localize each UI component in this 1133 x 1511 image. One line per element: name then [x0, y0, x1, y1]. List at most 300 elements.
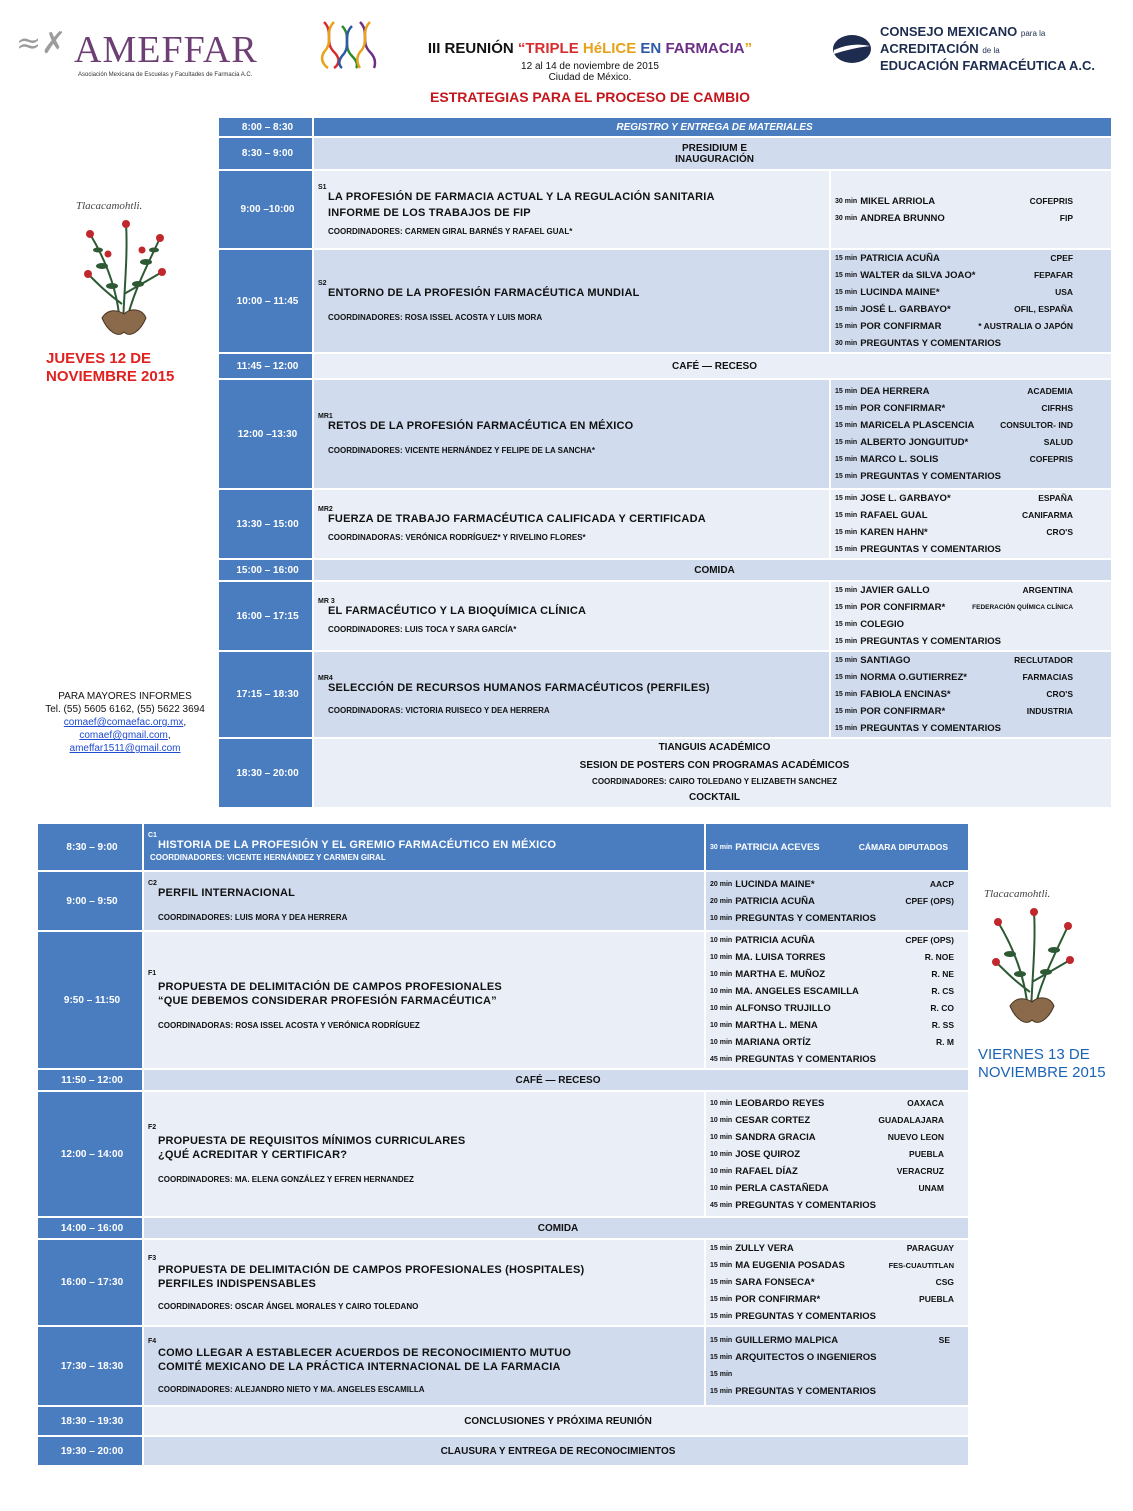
speaker-row: [710, 1051, 968, 1068]
speaker-minutes: 15 min: [835, 674, 858, 681]
speaker-row: [710, 983, 968, 1000]
table-row: [218, 651, 1112, 738]
speaker-name: PREGUNTAS Y COMENTARIOS: [735, 1386, 876, 1397]
speaker-row: [835, 335, 1111, 352]
speaker-name: JAVIER GALLO: [860, 585, 930, 596]
session-cell: [313, 489, 830, 559]
speakers-cell: [830, 581, 1112, 651]
session-cell: COMIDA: [143, 1217, 969, 1239]
speaker-institution: COFEPRIS: [1029, 195, 1074, 206]
session-line: TIANGUIS ACADÉMICO: [658, 742, 771, 753]
table-row: [37, 1406, 969, 1436]
speakers-cell: [705, 1239, 969, 1326]
session-cell: [313, 651, 830, 738]
dna-helix-icon: [320, 18, 380, 70]
session-title: ¿QUÉ ACREDITAR Y CERTIFICAR?: [158, 1149, 348, 1161]
session-code: F2: [148, 1124, 157, 1131]
speaker-row: [835, 541, 1111, 558]
speaker-institution: ARGENTINA: [1022, 585, 1074, 595]
session-title: “QUE DEBEMOS CONSIDERAR PROFESIÓN FARMACÉUTICA”: [158, 995, 497, 1007]
comaef-line1: CONSEJO MEXICANO: [880, 24, 1018, 39]
session-code: C1: [148, 832, 157, 839]
speaker-minutes: 10 min: [710, 1133, 733, 1141]
speaker-minutes: 10 min: [710, 954, 733, 961]
table-row: [37, 871, 969, 931]
speaker-minutes: 15 min: [835, 456, 858, 463]
session-title: COMO LLEGAR A ESTABLECER ACUERDOS DE RECONOCIMIENTO MUTUO: [158, 1347, 572, 1359]
speaker-row: [835, 318, 1111, 335]
table-row: [218, 137, 1112, 170]
table-row: [37, 1217, 969, 1239]
time-cell: 18:30 – 19:30: [37, 1406, 143, 1436]
session-cell: [313, 379, 830, 489]
time-cell: 16:00 – 17:15: [218, 581, 313, 651]
session-title: PERFIL INTERNACIONAL: [158, 887, 296, 899]
session-code: S1: [318, 183, 327, 191]
speaker-minutes: 15 min: [835, 691, 858, 698]
day2-line2: NOVIEMBRE 2015: [978, 1064, 1106, 1081]
speaker-row: [710, 966, 968, 983]
session-code: MR2: [318, 506, 333, 513]
speaker-minutes: 10 min: [710, 937, 733, 944]
speaker-institution: SE: [938, 1335, 950, 1345]
comaef-logo: [832, 22, 1095, 73]
speaker-row: [835, 400, 1111, 417]
speaker-minutes: 10 min: [710, 914, 733, 922]
speaker-name: PREGUNTAS Y COMENTARIOS: [735, 912, 876, 924]
session-cell: [313, 249, 830, 353]
time-cell: 9:50 – 11:50: [37, 931, 143, 1069]
time-cell: 12:00 – 14:00: [37, 1091, 143, 1217]
speaker-minutes: 15 min: [835, 323, 858, 330]
title-quote-close: ”: [744, 40, 753, 57]
session-coordinators: COORDINADORES: CAIRO TOLEDANO Y ELIZABETH SANCHEZ: [592, 777, 837, 786]
flower-icon: [68, 214, 178, 344]
speaker-name: RAFAEL GUAL: [860, 510, 928, 521]
time-cell: 8:30 – 9:00: [37, 823, 143, 871]
time-cell: 9:00 –10:00: [218, 170, 313, 249]
time-cell: 19:30 – 20:00: [37, 1436, 143, 1466]
speaker-row: [710, 1000, 968, 1017]
speaker-row: [710, 1095, 968, 1112]
speaker-row: [835, 703, 1111, 720]
speakers-cell: [705, 1091, 969, 1217]
speaker-institution: R. CO: [930, 1003, 954, 1013]
comaef-line2: ACREDITACIÓN: [880, 41, 979, 56]
speaker-institution: SALUD: [1043, 437, 1074, 447]
day1-label: [46, 350, 174, 386]
speaker-minutes: 15 min: [835, 621, 858, 628]
speaker-name: PATRICIA ACEVES: [735, 841, 820, 853]
speaker-row: [835, 507, 1111, 524]
speakers-cell: [705, 871, 969, 931]
session-title: FUERZA DE TRABAJO FARMACÉUTICA CALIFICADA Y CERTIFICADA: [328, 513, 706, 525]
speakers-cell: [830, 651, 1112, 738]
email-link-3[interactable]: ameffar1511@gmail.com: [69, 743, 181, 754]
speaker-institution: CIFRHS: [1041, 403, 1074, 413]
speaker-row: [710, 1129, 968, 1146]
speaker-row: [835, 720, 1111, 737]
contact-info: PARA MAYORES INFORMES Tel. (55) 5605 6162, (55) 5622 3694 comaef@comaefac.org.mx, comaef@gmail.com, ameffar1511@gmail.com: [30, 690, 220, 755]
speaker-minutes: 10 min: [710, 1116, 733, 1124]
speaker-name: GUILLERMO MALPICA: [735, 1335, 839, 1346]
speaker-minutes: 15 min: [710, 1337, 733, 1344]
session-title: RETOS DE LA PROFESIÓN FARMACÉUTICA EN MÉXICO: [328, 420, 634, 432]
speaker-institution: R. NOE: [924, 952, 954, 962]
title-quote-open: “: [517, 40, 526, 57]
session-line: COCKTAIL: [689, 792, 740, 803]
session-cell: [143, 871, 705, 931]
speaker-institution: OAXACA: [907, 1097, 944, 1108]
speaker-name: MARTHA E. MUÑOZ: [735, 969, 826, 980]
event-header: [380, 40, 800, 105]
speaker-row: [835, 434, 1111, 451]
speaker-name: PREGUNTAS Y COMENTARIOS: [735, 1199, 876, 1211]
table-row: [218, 249, 1112, 353]
speaker-row: [710, 876, 968, 893]
speaker-row: [710, 949, 968, 966]
speaker-name: MA EUGENIA POSADAS: [735, 1260, 845, 1271]
speaker-name: COLEGIO: [860, 619, 904, 630]
speaker-name: LUCINDA MAINE*: [735, 878, 815, 890]
email-link-2[interactable]: comaef@gmail.com: [79, 730, 168, 741]
speaker-name: MARTHA L. MENA: [735, 1020, 818, 1031]
speakers-cell: [705, 931, 969, 1069]
speaker-name: POR CONFIRMAR*: [860, 602, 946, 613]
speaker-row: [710, 1274, 968, 1291]
time-cell: 17:30 – 18:30: [37, 1326, 143, 1406]
email-link-1[interactable]: comaef@comaefac.org.mx: [63, 717, 184, 728]
time-cell: 17:15 – 18:30: [218, 651, 313, 738]
speaker-institution: CONSULTOR- IND: [1000, 420, 1074, 430]
speaker-name: MARICELA PLASCENCIA: [860, 420, 975, 431]
table-row: [218, 170, 1112, 249]
speaker-name: POR CONFIRMAR: [860, 321, 942, 332]
speaker-row: [835, 383, 1111, 400]
session-line: SESION DE POSTERS CON PROGRAMAS ACADÉMICOS: [579, 760, 850, 771]
comaef-line2-small: de la: [982, 46, 1000, 55]
speaker-name: PERLA CASTAÑEDA: [735, 1182, 829, 1194]
speaker-row: [710, 1332, 968, 1349]
speaker-name: ANDREA BRUNNO: [860, 212, 945, 224]
speaker-row: [710, 1163, 968, 1180]
speaker-minutes: 15 min: [835, 306, 858, 313]
speaker-row: [710, 1197, 968, 1214]
session-coordinators: COORDINADORES: ROSA ISSEL ACOSTA Y LUIS MORA: [328, 313, 543, 322]
speaker-row: [835, 633, 1111, 650]
speaker-name: KAREN HAHN*: [860, 527, 928, 538]
speaker-name: ALFONSO TRUJILLO: [735, 1003, 831, 1014]
speaker-minutes: 30 min: [835, 197, 858, 205]
session-cell: [143, 823, 705, 871]
speaker-row: [835, 210, 1111, 227]
session-cell: [143, 931, 705, 1069]
event-title: [380, 40, 800, 57]
speaker-minutes: 10 min: [710, 1099, 733, 1107]
speaker-minutes: 15 min: [835, 587, 858, 594]
time-cell: 15:00 – 16:00: [218, 559, 313, 581]
speaker-institution: CRO'S: [1046, 527, 1074, 537]
speakers-cell: [830, 170, 1112, 249]
ameffar-mark-icon: ≈✗: [16, 26, 67, 61]
speaker-name: SANTIAGO: [860, 655, 911, 666]
session-coordinators: COORDINADORES: VICENTE HERNÁNDEZ Y FELIPE DE LA SANCHA*: [328, 446, 595, 455]
speaker-row: [835, 582, 1111, 599]
speaker-minutes: 10 min: [710, 1184, 733, 1192]
time-cell: 12:00 –13:30: [218, 379, 313, 489]
speaker-minutes: 15 min: [710, 1371, 733, 1378]
speaker-minutes: 15 min: [710, 1245, 733, 1252]
speaker-row: [835, 616, 1111, 633]
speaker-minutes: 20 min: [710, 897, 733, 905]
speakers-cell: [705, 823, 969, 871]
speaker-minutes: 10 min: [710, 1167, 733, 1175]
session-title: HISTORIA DE LA PROFESIÓN Y EL GREMIO FARMACÉUTICO EN MÉXICO: [158, 839, 557, 851]
speaker-name: PREGUNTAS Y COMENTARIOS: [860, 636, 1001, 647]
speaker-name: SARA FONSECA*: [735, 1277, 815, 1288]
session-code: MR4: [318, 674, 333, 682]
speaker-minutes: 20 min: [710, 880, 733, 888]
speaker-institution: CPEF (OPS): [905, 935, 954, 945]
speaker-minutes: 15 min: [835, 289, 858, 296]
session-code: MR 3: [318, 598, 335, 605]
comaef-line3: EDUCACIÓN FARMACÉUTICA A.C.: [880, 58, 1095, 73]
speaker-institution: R. SS: [931, 1020, 954, 1030]
speaker-name: PREGUNTAS Y COMENTARIOS: [735, 1054, 876, 1065]
speaker-row: [835, 686, 1111, 703]
time-cell: 8:00 – 8:30: [218, 117, 313, 137]
speaker-row: [835, 524, 1111, 541]
speaker-institution: GUADALAJARA: [878, 1114, 944, 1125]
speaker-name: NORMA O.GUTIERREZ*: [860, 672, 967, 683]
session-cell: [313, 738, 1112, 808]
speaker-institution: CSG: [935, 1277, 954, 1287]
session-title: SELECCIÓN DE RECURSOS HUMANOS FARMACÉUTICOS (PERFILES): [328, 681, 710, 694]
schedule-thursday: [217, 116, 1113, 809]
speaker-row: [835, 250, 1111, 267]
session-coordinators: COORDINADORES: CARMEN GIRAL BARNÉS Y RAFAEL GUAL*: [328, 226, 573, 236]
session-line: PRESIDIUM E: [682, 142, 748, 154]
table-row: [37, 1436, 969, 1466]
event-subtitle: ESTRATEGIAS PARA EL PROCESO DE CAMBIO: [430, 89, 750, 105]
speaker-name: MIKEL ARRIOLA: [860, 195, 936, 207]
speaker-institution: PUEBLA: [919, 1294, 954, 1304]
speaker-row: [710, 1308, 968, 1325]
session-line: INAUGURACIÓN: [675, 153, 754, 165]
session-coordinators: COORDINADORES: VICENTE HERNÁNDEZ Y CARMEN GIRAL: [150, 853, 386, 862]
ameffar-subtitle: Asociación Mexicana de Escuelas y Facultades de Farmacia A.C.: [78, 72, 253, 78]
speaker-minutes: 15 min: [835, 473, 858, 480]
plant-illustration-left: [68, 200, 178, 340]
speaker-row: [710, 893, 968, 910]
speaker-row: [710, 1257, 968, 1274]
time-cell: 11:50 – 12:00: [37, 1069, 143, 1091]
table-row: [218, 353, 1112, 379]
session-title: PROPUESTA DE REQUISITOS MÍNIMOS CURRICULARES: [158, 1135, 466, 1147]
speaker-minutes: 15 min: [710, 1388, 733, 1395]
speaker-minutes: 10 min: [710, 1150, 733, 1158]
speaker-name: WALTER da SILVA JOAO*: [860, 270, 976, 281]
speaker-minutes: 10 min: [710, 971, 733, 978]
session-cell: CAFÉ — RECESO: [313, 353, 1112, 379]
speaker-minutes: 30 min: [835, 214, 858, 222]
speaker-institution: R. M: [936, 1037, 954, 1047]
speaker-institution: CÁMARA DIPUTADOS: [858, 841, 948, 852]
speaker-row: [710, 1383, 968, 1400]
speaker-institution: CPEF (OPS): [905, 895, 954, 906]
session-cell: CONCLUSIONES Y PRÓXIMA REUNIÓN: [143, 1406, 969, 1436]
contact-phone: Tel. (55) 5605 6162, (55) 5622 3694: [45, 704, 205, 715]
speaker-institution: R. CS: [931, 986, 954, 996]
speakers-cell: [830, 249, 1112, 353]
speaker-name: POR CONFIRMAR*: [735, 1294, 821, 1305]
speaker-institution: RECLUTADOR: [1014, 655, 1074, 665]
time-cell: 18:30 – 20:00: [218, 738, 313, 808]
speaker-row: [835, 417, 1111, 434]
speaker-institution: AACP: [929, 878, 954, 889]
speaker-institution: CANIFARMA: [1022, 510, 1074, 520]
time-cell: 11:45 – 12:00: [218, 353, 313, 379]
speaker-row: [710, 1366, 968, 1383]
speaker-minutes: 15 min: [710, 1296, 733, 1303]
speaker-name: MA. LUISA TORRES: [735, 952, 826, 963]
schedule-friday: [36, 822, 970, 1467]
speaker-row: [710, 839, 968, 856]
speaker-minutes: 15 min: [710, 1313, 733, 1320]
speakers-cell: [705, 1326, 969, 1406]
speaker-institution: PARAGUAY: [906, 1243, 954, 1253]
session-cell: [313, 137, 1112, 170]
speaker-name: JOSÉ L. GARBAYO*: [860, 304, 951, 315]
speaker-name: PREGUNTAS Y COMENTARIOS: [860, 544, 1001, 555]
speaker-minutes: 15 min: [710, 1279, 733, 1286]
session-title: COMITÉ MEXICANO DE LA PRÁCTICA INTERNACIONAL DE LA FARMACIA: [158, 1361, 561, 1373]
speaker-minutes: 15 min: [835, 546, 858, 553]
plant-illustration-right: [976, 888, 1086, 1028]
speaker-minutes: 15 min: [835, 255, 858, 262]
session-title: ENTORNO DE LA PROFESIÓN FARMACÉUTICA MUNDIAL: [328, 287, 640, 299]
session-cell: [143, 1091, 705, 1217]
table-row: [37, 823, 969, 871]
comaef-line1-small: para la: [1020, 29, 1046, 38]
comaef-name: [880, 24, 1095, 73]
flower-icon: [976, 902, 1086, 1032]
title-word-helice: HéLICE: [582, 40, 637, 57]
speaker-minutes: 10 min: [710, 1005, 733, 1012]
speaker-row: [710, 932, 968, 949]
session-title: INFORME DE LOS TRABAJOS DE FIP: [328, 206, 531, 219]
speaker-minutes: 15 min: [835, 405, 858, 412]
session-coordinators: COORDINADORES: ALEJANDRO NIETO Y MA. ANGELES ESCAMILLA: [158, 1385, 425, 1394]
speaker-row: [710, 1349, 968, 1366]
session-cell: [313, 581, 830, 651]
speaker-institution: PUEBLA: [909, 1148, 944, 1159]
session-cell: REGISTRO Y ENTREGA DE MATERIALES: [313, 117, 1112, 137]
session-coordinators: COORDINADORES: OSCAR ÁNGEL MORALES Y CAIRO TOLEDANO: [158, 1301, 419, 1311]
speaker-name: LUCINDA MAINE*: [860, 287, 940, 298]
speaker-minutes: 45 min: [710, 1056, 733, 1063]
table-row: [218, 117, 1112, 137]
speaker-name: JOSE L. GARBAYO*: [860, 493, 951, 504]
session-title: LA PROFESIÓN DE FARMACIA ACTUAL Y LA REGULACIÓN SANITARIA: [328, 190, 715, 203]
speaker-minutes: 15 min: [835, 495, 858, 502]
speakers-cell: [830, 489, 1112, 559]
day2-label: [978, 1046, 1106, 1082]
speaker-name: PATRICIA ACUÑA: [860, 253, 940, 264]
session-code: C2: [148, 880, 157, 887]
session-code: MR1: [318, 413, 333, 420]
speaker-institution: ESPAÑA: [1038, 493, 1074, 503]
speaker-institution: UNAM: [918, 1182, 944, 1193]
session-code: F4: [148, 1338, 157, 1345]
speaker-name: POR CONFIRMAR*: [860, 403, 946, 414]
speaker-minutes: 10 min: [710, 988, 733, 995]
table-row: [37, 1326, 969, 1406]
speaker-name: CESAR CORTEZ: [735, 1114, 811, 1126]
speaker-row: [710, 910, 968, 927]
title-word-triple: TRIPLE: [525, 40, 579, 57]
speaker-row: [835, 652, 1111, 669]
speaker-institution: FIP: [1059, 212, 1074, 223]
session-cell: CAFÉ — RECESO: [143, 1069, 969, 1091]
table-row: [218, 489, 1112, 559]
speaker-institution: * AUSTRALIA O JAPÓN: [978, 321, 1074, 331]
speakers-cell: [830, 379, 1112, 489]
speaker-name: MARIANA ORTÍZ: [735, 1037, 811, 1048]
speaker-minutes: 15 min: [835, 529, 858, 536]
speaker-institution: R. NE: [931, 969, 954, 979]
speaker-name: ZULLY VERA: [735, 1243, 794, 1254]
speaker-name: FABIOLA ENCINAS*: [860, 689, 951, 700]
event-dates: 12 al 14 de noviembre de 2015: [521, 61, 659, 72]
speaker-institution: FEDERACIÓN QUÍMICA CLÍNICA: [972, 604, 1074, 611]
speaker-name: PREGUNTAS Y COMENTARIOS: [860, 338, 1001, 349]
speaker-minutes: 15 min: [835, 272, 858, 279]
speaker-row: [835, 669, 1111, 686]
time-cell: 16:00 – 17:30: [37, 1239, 143, 1326]
speaker-institution: FARMACIAS: [1022, 672, 1074, 682]
event-city: Ciudad de México.: [548, 72, 632, 83]
table-row: [218, 738, 1112, 808]
table-row: [37, 1239, 969, 1326]
session-title: EL FARMACÉUTICO Y LA BIOQUÍMICA CLÍNICA: [328, 605, 587, 617]
speaker-name: [732, 1366, 950, 1383]
speaker-minutes: 15 min: [835, 422, 858, 429]
session-coordinators: COORDINADORES: LUIS MORA Y DEA HERRERA: [158, 913, 348, 922]
speaker-minutes: 15 min: [835, 388, 858, 395]
speaker-institution: FES-CUAUTITLAN: [888, 1261, 954, 1270]
speaker-name: JOSE QUIROZ: [735, 1148, 801, 1160]
speaker-name: PREGUNTAS Y COMENTARIOS: [860, 723, 1001, 734]
table-row: [37, 1091, 969, 1217]
speaker-row: [835, 468, 1111, 485]
title-prefix: III REUNIÓN: [427, 40, 514, 57]
day1-line2: NOVIEMBRE 2015: [46, 368, 175, 385]
table-row: [37, 931, 969, 1069]
speaker-name: SANDRA GRACIA: [735, 1131, 816, 1143]
speaker-institution: USA: [1055, 287, 1074, 297]
time-cell: 9:00 – 9:50: [37, 871, 143, 931]
speaker-name: PREGUNTAS Y COMENTARIOS: [735, 1311, 876, 1322]
speaker-institution: VERACRUZ: [896, 1165, 944, 1176]
speaker-minutes: 15 min: [835, 439, 858, 446]
speaker-name: POR CONFIRMAR*: [860, 706, 946, 717]
time-cell: 8:30 – 9:00: [218, 137, 313, 170]
session-cell: COMIDA: [313, 559, 1112, 581]
speaker-row: [710, 1291, 968, 1308]
speaker-row: [835, 490, 1111, 507]
speaker-institution: FEPAFAR: [1033, 270, 1074, 280]
